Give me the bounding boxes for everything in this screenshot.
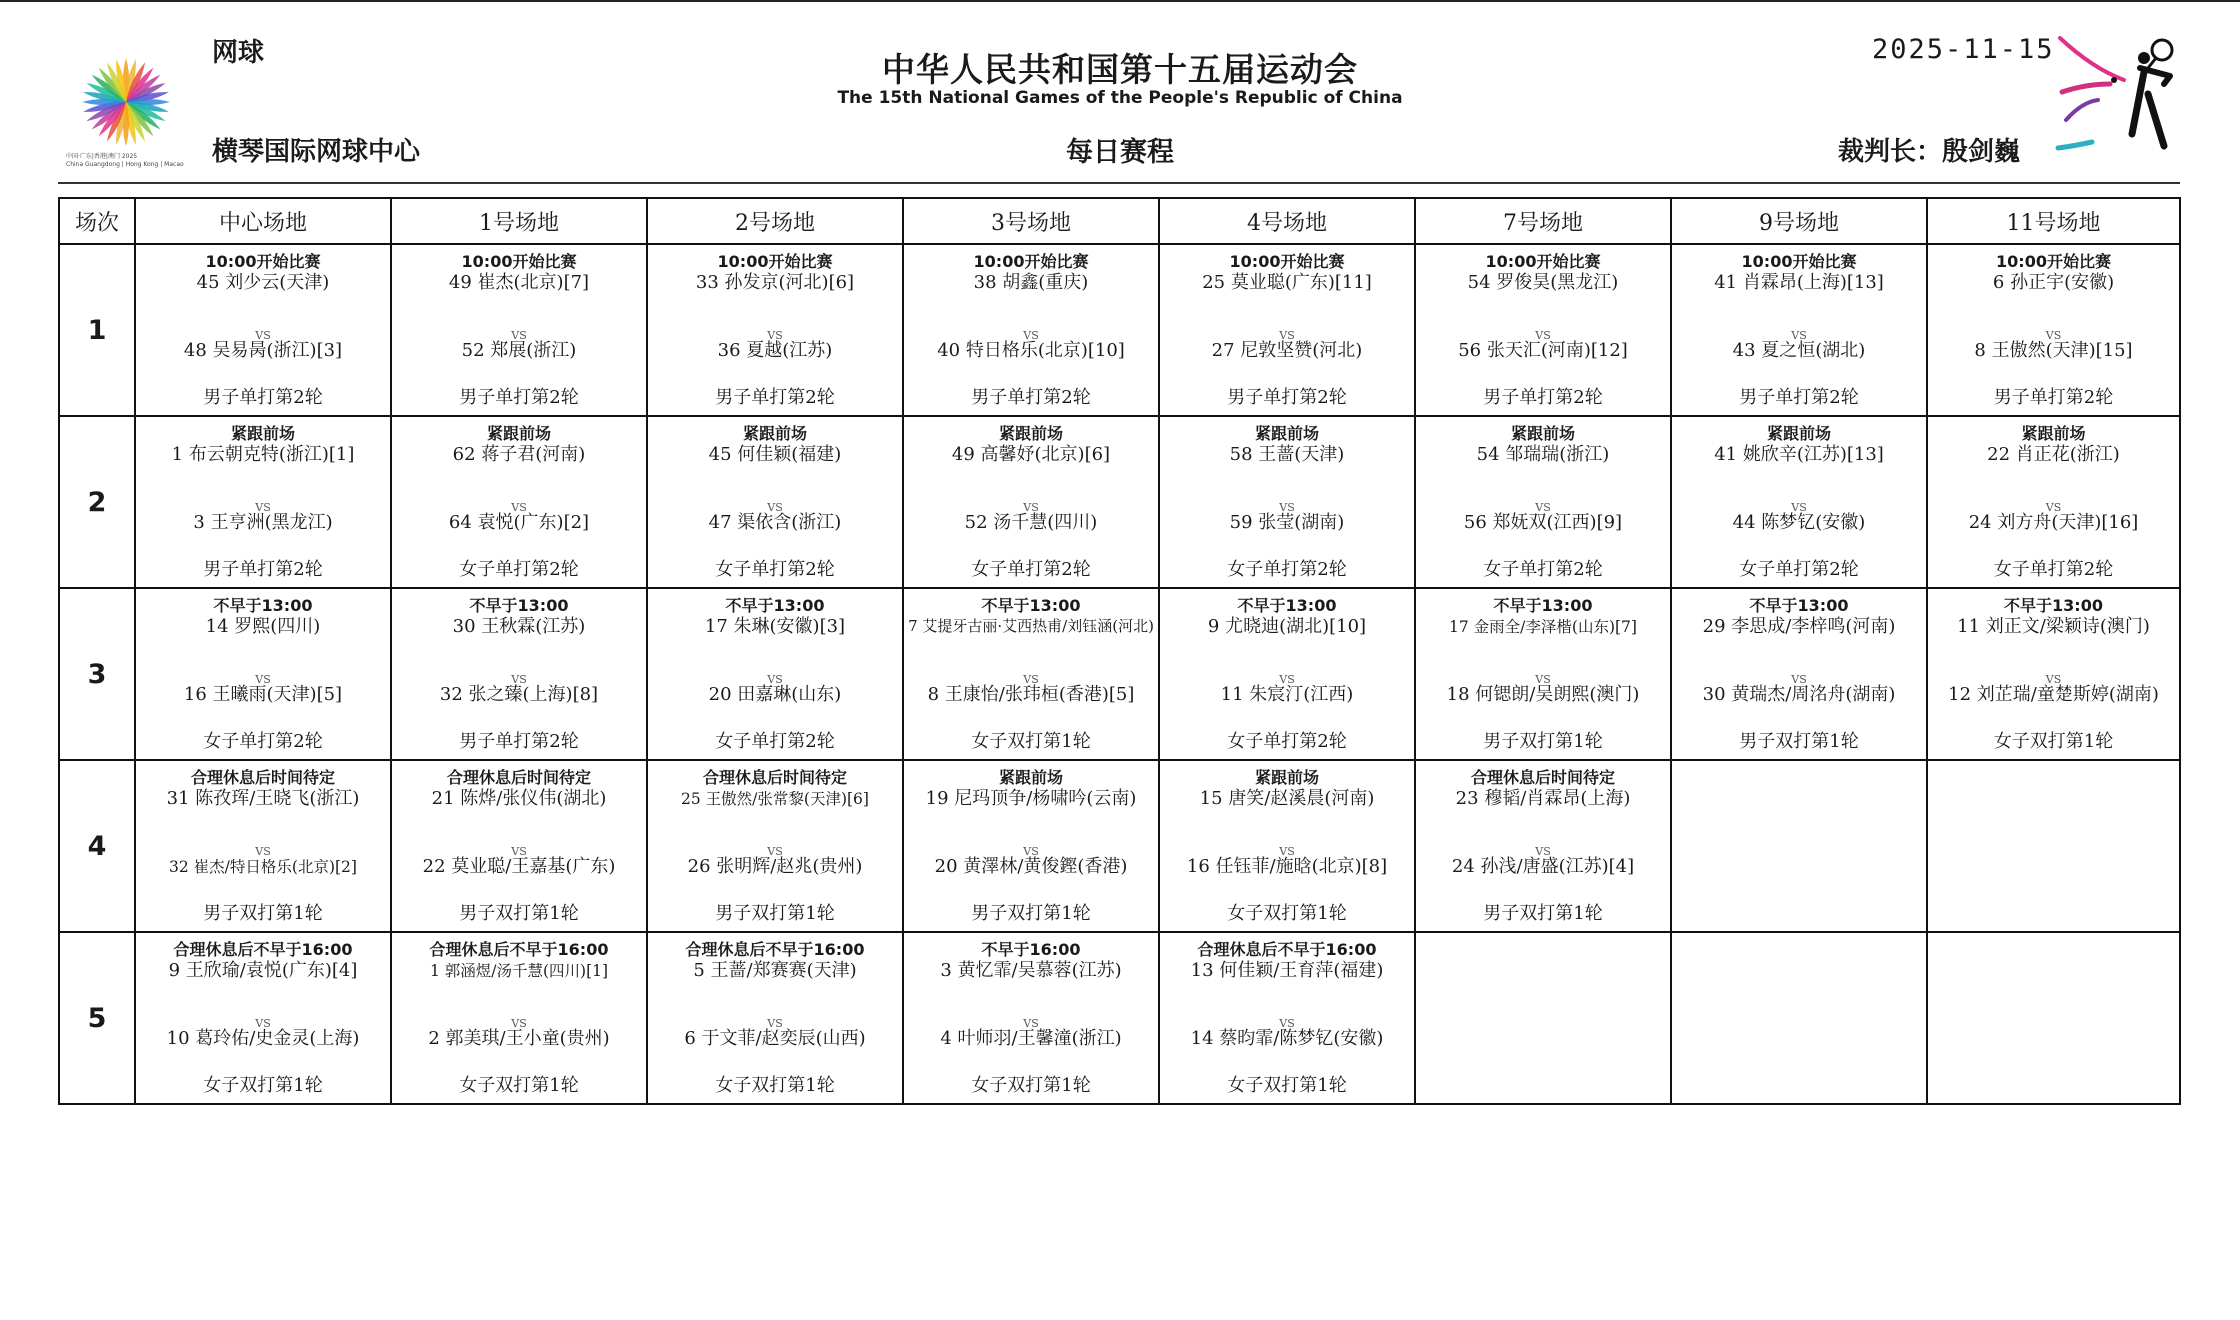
match-cell <box>1415 760 1671 932</box>
vs-label: VS <box>255 1017 271 1030</box>
event-name: 男子单打第2轮 <box>203 387 323 408</box>
player-two: 40 特日格乐(北京)[10] <box>937 340 1125 361</box>
match-card <box>1928 245 2179 415</box>
round-row <box>59 588 2180 760</box>
match-cell <box>903 760 1159 932</box>
player-two: 14 蔡昀霏/陈梦钇(安徽) <box>1190 1028 1384 1049</box>
player-two: 2 郭美琪/王小童(贵州) <box>428 1028 610 1049</box>
player-two: 16 王曦雨(天津)[5] <box>183 684 343 705</box>
player-one: 17 金雨全/李泽楷(山东)[7] <box>1449 618 1637 636</box>
vs-label: VS <box>1279 1017 1295 1030</box>
empty-cell <box>1671 760 1927 932</box>
player-two: 8 王康怡/张玮桓(香港)[5] <box>927 684 1135 705</box>
player-two: 11 朱宸汀(江西) <box>1220 684 1354 705</box>
player-two: 22 莫业聪/王嘉基(广东) <box>422 856 616 877</box>
player-one: 41 肖霖昂(上海)[13] <box>1714 272 1884 293</box>
player-one: 3 黄忆霏/吴慕蓉(江苏) <box>940 960 1122 981</box>
player-two: 20 田嘉琳(山东) <box>708 684 842 705</box>
player-two: 27 尼敦坚赞(河北) <box>1211 340 1363 361</box>
match-cell <box>135 932 391 1104</box>
vs-label: VS <box>767 329 783 342</box>
col-header-court: 1号场地 <box>391 198 647 244</box>
player-one: 30 王秋霖(江苏) <box>452 616 586 637</box>
empty-cell <box>1927 932 2180 1104</box>
event-name: 女子单打第2轮 <box>459 559 579 580</box>
match-start-time: 合理休息后时间待定 <box>1470 768 1615 787</box>
player-two: 64 袁悦(广东)[2] <box>448 512 590 533</box>
match-cell <box>1159 932 1415 1104</box>
event-name: 女子双打第1轮 <box>971 1075 1091 1096</box>
match-card <box>648 589 902 759</box>
event-name: 男子双打第1轮 <box>459 903 579 924</box>
event-name: 女子单打第2轮 <box>1227 559 1347 580</box>
match-card <box>1928 589 2179 759</box>
match-start-time: 合理休息后不早于16:00 <box>685 940 865 959</box>
col-header-court: 3号场地 <box>903 198 1159 244</box>
player-two: 26 张明辉/赵兆(贵州) <box>687 856 863 877</box>
match-card <box>1928 417 2179 587</box>
event-name: 女子单打第2轮 <box>715 731 835 752</box>
match-card <box>904 761 1158 931</box>
match-cell <box>1159 416 1415 588</box>
player-one: 7 艾提牙古丽·艾西热甫/刘钰涵(河北) <box>908 617 1154 635</box>
event-name: 男子双打第1轮 <box>1739 731 1859 752</box>
player-one: 45 何佳颖(福建) <box>708 444 842 465</box>
match-card <box>1416 245 1670 415</box>
round-number: 1 <box>59 244 135 416</box>
col-header-court: 4号场地 <box>1159 198 1415 244</box>
match-card <box>1672 761 1926 931</box>
player-one: 45 刘少云(天津) <box>196 272 330 293</box>
match-card <box>136 933 390 1103</box>
player-one: 49 高馨妤(北京)[6] <box>951 444 1111 465</box>
player-one: 9 王欣瑜/袁悦(广东)[4] <box>168 960 358 981</box>
match-start-time: 不早于13:00 <box>981 596 1081 615</box>
col-header-court: 11号场地 <box>1927 198 2180 244</box>
match-start-time: 合理休息后时间待定 <box>702 768 847 787</box>
match-cell <box>135 760 391 932</box>
sport-name: 网球 <box>212 38 265 68</box>
round-number: 4 <box>59 760 135 932</box>
event-title-cn: 中华人民共和国第十五届运动会 <box>882 50 1358 89</box>
event-name: 女子单打第2轮 <box>715 559 835 580</box>
match-cell <box>647 244 903 416</box>
match-start-time: 紧跟前场 <box>742 424 807 443</box>
match-card <box>1928 933 2179 1103</box>
match-start-time: 紧跟前场 <box>998 424 1063 443</box>
player-one: 38 胡鑫(重庆) <box>973 272 1089 293</box>
vs-label: VS <box>1023 1017 1039 1030</box>
col-header-court: 中心场地 <box>135 198 391 244</box>
match-start-time: 10:00开始比赛 <box>1741 252 1857 271</box>
match-start-time: 10:00开始比赛 <box>1229 252 1345 271</box>
player-one: 11 刘正文/梁颖诗(澳门) <box>1957 616 2150 637</box>
empty-cell <box>1671 932 1927 1104</box>
venue-name: 横琴国际网球中心 <box>212 137 421 167</box>
vs-label: VS <box>1279 845 1295 858</box>
event-name: 女子单打第2轮 <box>1483 559 1603 580</box>
player-one: 15 唐笑/赵溪晨(河南) <box>1199 788 1375 809</box>
match-start-time: 紧跟前场 <box>2021 424 2086 443</box>
match-card <box>904 933 1158 1103</box>
match-cell <box>1415 244 1671 416</box>
player-one: 14 罗熙(四川) <box>205 616 321 637</box>
match-cell <box>1671 416 1927 588</box>
header-row <box>59 198 2180 244</box>
match-cell <box>391 416 647 588</box>
player-two: 52 郑展(浙江) <box>461 340 577 361</box>
match-start-time: 合理休息后不早于16:00 <box>173 940 353 959</box>
match-cell <box>903 416 1159 588</box>
player-two: 48 吴易昺(浙江)[3] <box>183 340 343 361</box>
vs-label: VS <box>511 501 527 514</box>
event-name: 女子双打第1轮 <box>1227 903 1347 924</box>
referee-name: 裁判长：殷剑巍 <box>1838 137 2021 167</box>
player-one: 19 尼玛顶争/杨啸吟(云南) <box>925 788 1137 809</box>
event-name: 女子单打第2轮 <box>203 731 323 752</box>
player-one: 1 布云朝克特(浙江)[1] <box>171 444 355 465</box>
vs-label: VS <box>767 845 783 858</box>
match-card <box>904 589 1158 759</box>
event-name: 女子单打第2轮 <box>1993 559 2114 580</box>
event-name: 男子单打第2轮 <box>1739 387 1859 408</box>
match-cell <box>903 588 1159 760</box>
vs-label: VS <box>511 673 527 686</box>
match-start-time: 10:00开始比赛 <box>461 252 577 271</box>
schedule-title: 每日赛程 <box>1066 137 1174 168</box>
match-cell <box>1415 588 1671 760</box>
match-start-time: 合理休息后时间待定 <box>190 768 335 787</box>
vs-label: VS <box>511 1017 527 1030</box>
vs-label: VS <box>255 501 271 514</box>
event-name: 女子双打第1轮 <box>715 1075 835 1096</box>
event-name: 男子单打第2轮 <box>1483 387 1603 408</box>
match-card <box>1160 589 1414 759</box>
col-header-court: 7号场地 <box>1415 198 1671 244</box>
player-one: 1 郭涵煜/汤千慧(四川)[1] <box>429 962 609 980</box>
vs-label: VS <box>767 1017 783 1030</box>
player-one: 62 蒋子君(河南) <box>452 444 586 465</box>
vs-label: VS <box>1535 501 1551 514</box>
vs-label: VS <box>2045 673 2062 686</box>
player-two: 32 崔杰/特日格乐(北京)[2] <box>169 858 357 876</box>
match-start-time: 不早于13:00 <box>725 596 825 615</box>
match-start-time: 不早于13:00 <box>213 596 313 615</box>
vs-label: VS <box>1535 673 1551 686</box>
player-two: 18 何锶朗/吴朗熙(澳门) <box>1446 684 1640 705</box>
vs-label: VS <box>767 673 783 686</box>
player-two: 3 王亨洲(黑龙江) <box>193 512 333 533</box>
player-two: 59 张莹(湖南) <box>1229 512 1345 533</box>
vs-label: VS <box>1279 673 1295 686</box>
player-two: 16 任钰菲/施晗(北京)[8] <box>1186 856 1388 877</box>
event-name: 男子单打第2轮 <box>715 387 835 408</box>
match-start-time: 紧跟前场 <box>1766 424 1831 443</box>
match-start-time: 不早于13:00 <box>1749 596 1849 615</box>
player-one: 54 邹瑞瑞(浙江) <box>1476 444 1610 465</box>
match-cell <box>647 932 903 1104</box>
match-card <box>392 761 646 931</box>
empty-cell <box>1927 760 2180 932</box>
player-one: 33 孙发京(河北)[6] <box>695 272 855 293</box>
player-two: 4 叶师羽/王馨潼(浙江) <box>940 1028 1122 1049</box>
vs-label: VS <box>255 845 271 858</box>
match-cell <box>903 932 1159 1104</box>
match-card <box>1416 933 1670 1103</box>
match-start-time: 不早于13:00 <box>469 596 569 615</box>
match-cell <box>1927 244 2180 416</box>
match-card <box>1416 417 1670 587</box>
match-card <box>1672 245 1926 415</box>
vs-label: VS <box>2045 329 2062 342</box>
match-card <box>648 417 902 587</box>
event-name: 女子单打第2轮 <box>1227 731 1347 752</box>
match-start-time: 紧跟前场 <box>998 768 1063 787</box>
vs-label: VS <box>1791 673 1807 686</box>
round-row <box>59 244 2180 416</box>
player-one: 25 王傲然/张常黎(天津)[6] <box>681 790 869 808</box>
event-name: 女子双打第1轮 <box>203 1075 323 1096</box>
round-row <box>59 932 2180 1104</box>
match-card <box>136 417 390 587</box>
match-card <box>1672 933 1926 1103</box>
player-one: 41 姚欣辛(江苏)[13] <box>1714 444 1884 465</box>
logo-caption-en: China Guangdong | Hong Kong | Macao <box>66 161 184 168</box>
match-start-time: 合理休息后不早于16:00 <box>429 940 609 959</box>
round-row <box>59 760 2180 932</box>
event-name: 男子双打第1轮 <box>1483 903 1603 924</box>
player-two: 56 张天汇(河南)[12] <box>1458 340 1628 361</box>
empty-cell <box>1415 932 1671 1104</box>
schedule-table <box>58 197 2181 1105</box>
vs-label: VS <box>511 845 527 858</box>
match-cell <box>903 244 1159 416</box>
match-cell <box>1159 588 1415 760</box>
event-name: 女子单打第2轮 <box>1739 559 1859 580</box>
round-number: 2 <box>59 416 135 588</box>
event-name: 男子单打第2轮 <box>1227 387 1347 408</box>
event-name: 女子双打第1轮 <box>1227 1075 1347 1096</box>
match-card <box>1416 589 1670 759</box>
match-cell <box>135 588 391 760</box>
match-cell <box>1671 244 1927 416</box>
match-start-time: 合理休息后时间待定 <box>446 768 591 787</box>
player-one: 13 何佳颖/王育萍(福建) <box>1190 960 1384 981</box>
match-card <box>392 589 646 759</box>
match-start-time: 紧跟前场 <box>486 424 551 443</box>
match-card <box>904 417 1158 587</box>
vs-label: VS <box>255 673 271 686</box>
round-number: 3 <box>59 588 135 760</box>
player-two: 43 夏之恒(湖北) <box>1732 340 1866 361</box>
match-cell <box>135 416 391 588</box>
match-card <box>392 417 646 587</box>
match-card <box>1160 245 1414 415</box>
event-name: 男子单打第2轮 <box>1993 387 2114 408</box>
match-card <box>136 589 390 759</box>
match-start-time: 10:00开始比赛 <box>973 252 1089 271</box>
match-start-time: 不早于13:00 <box>2004 596 2103 615</box>
match-cell <box>391 932 647 1104</box>
event-name: 女子双打第1轮 <box>971 731 1091 752</box>
vs-label: VS <box>2045 501 2062 514</box>
match-start-time: 不早于13:00 <box>1493 596 1593 615</box>
event-name: 男子双打第1轮 <box>971 903 1091 924</box>
match-card <box>648 245 902 415</box>
match-card <box>1160 417 1414 587</box>
player-two: 24 孙浅/唐盛(江苏)[4] <box>1451 856 1635 877</box>
event-name: 女子单打第2轮 <box>971 559 1091 580</box>
player-two: 30 黄瑞杰/周洺舟(湖南) <box>1702 684 1896 705</box>
vs-label: VS <box>1791 501 1807 514</box>
player-one: 58 王蔷(天津) <box>1229 444 1345 465</box>
vs-label: VS <box>1023 673 1039 686</box>
player-two: 8 王傲然(天津)[15] <box>1974 340 2133 361</box>
match-card <box>648 933 902 1103</box>
player-one: 5 王蔷/郑赛赛(天津) <box>693 960 857 981</box>
match-cell <box>647 588 903 760</box>
match-card <box>1416 761 1670 931</box>
schedule-date: 2025-11-15 <box>1872 34 2055 65</box>
match-card <box>392 245 646 415</box>
match-start-time: 紧跟前场 <box>1254 424 1319 443</box>
player-two: 6 于文菲/赵奕辰(山西) <box>684 1028 866 1049</box>
event-name: 男子单打第2轮 <box>459 731 579 752</box>
event-name: 男子双打第1轮 <box>203 903 323 924</box>
vs-label: VS <box>1279 501 1295 514</box>
vs-label: VS <box>255 329 271 342</box>
match-cell <box>1159 760 1415 932</box>
match-cell <box>1927 588 2180 760</box>
logo-caption-cn: 中国·广东|香港|澳门 2025 <box>66 153 138 160</box>
match-start-time: 10:00开始比赛 <box>1485 252 1601 271</box>
event-title-en: The 15th National Games of the People's Republic of China <box>837 88 1403 108</box>
match-card <box>1928 761 2179 931</box>
player-two: 44 陈梦钇(安徽) <box>1732 512 1866 533</box>
match-start-time: 10:00开始比赛 <box>717 252 833 271</box>
match-card <box>136 761 390 931</box>
match-card <box>392 933 646 1103</box>
player-one: 49 崔杰(北京)[7] <box>448 272 590 293</box>
player-one: 25 莫业聪(广东)[11] <box>1202 272 1372 293</box>
player-two: 12 刘芷瑞/童楚斯婷(湖南) <box>1948 684 2159 705</box>
player-one: 22 肖正花(浙江) <box>1987 444 2120 465</box>
player-two: 10 葛玲佑/史金灵(上海) <box>166 1028 360 1049</box>
match-start-time: 紧跟前场 <box>230 424 295 443</box>
match-cell <box>1927 416 2180 588</box>
match-cell <box>391 760 647 932</box>
vs-label: VS <box>1791 329 1807 342</box>
event-name: 男子双打第1轮 <box>715 903 835 924</box>
match-start-time: 紧跟前场 <box>1510 424 1575 443</box>
player-two: 24 刘方舟(天津)[16] <box>1968 512 2139 533</box>
match-card <box>1672 589 1926 759</box>
top-border <box>0 0 2240 2</box>
player-one: 21 陈烨/张仪伟(湖北) <box>431 788 607 809</box>
match-card <box>136 245 390 415</box>
vs-label: VS <box>767 501 783 514</box>
player-one: 31 陈孜珲/王晓飞(浙江) <box>166 788 360 809</box>
match-card <box>904 245 1158 415</box>
player-one: 54 罗俊昊(黑龙江) <box>1467 272 1619 293</box>
event-name: 男子双打第1轮 <box>1483 731 1603 752</box>
match-card <box>1160 761 1414 931</box>
player-two: 20 黄澤林/黄俊鏗(香港) <box>934 856 1128 877</box>
match-start-time: 不早于16:00 <box>981 940 1081 959</box>
match-card <box>1672 417 1926 587</box>
match-start-time: 不早于13:00 <box>1237 596 1337 615</box>
schedule-body <box>59 244 2180 1104</box>
vs-label: VS <box>1535 329 1551 342</box>
vs-label: VS <box>1023 329 1039 342</box>
player-two: 56 郑妩双(江西)[9] <box>1463 512 1623 533</box>
match-start-time: 紧跟前场 <box>1254 768 1319 787</box>
player-one: 23 穆韬/肖霖昂(上海) <box>1455 788 1631 809</box>
vs-label: VS <box>511 329 527 342</box>
vs-label: VS <box>1279 329 1295 342</box>
event-name: 男子单打第2轮 <box>971 387 1091 408</box>
match-cell <box>135 244 391 416</box>
player-two: 32 张之臻(上海)[8] <box>439 684 599 705</box>
match-card <box>1160 933 1414 1103</box>
round-row <box>59 416 2180 588</box>
event-name: 女子双打第1轮 <box>459 1075 579 1096</box>
match-cell <box>391 244 647 416</box>
col-header-court: 2号场地 <box>647 198 903 244</box>
match-card <box>648 761 902 931</box>
match-cell <box>391 588 647 760</box>
player-two: 47 渠依含(浙江) <box>708 512 842 533</box>
round-number: 5 <box>59 932 135 1104</box>
player-two: 52 汤千慧(四川) <box>964 512 1098 533</box>
vs-label: VS <box>1023 845 1039 858</box>
match-cell <box>647 416 903 588</box>
match-start-time: 合理休息后不早于16:00 <box>1197 940 1377 959</box>
player-one: 17 朱琳(安徽)[3] <box>704 616 846 637</box>
player-one: 9 尤晓迪(湖北)[10] <box>1207 616 1367 637</box>
player-one: 29 李思成/李梓鸣(河南) <box>1702 616 1896 637</box>
match-cell <box>1159 244 1415 416</box>
match-start-time: 10:00开始比赛 <box>205 252 321 271</box>
match-start-time: 10:00开始比赛 <box>1996 252 2111 271</box>
match-cell <box>1415 416 1671 588</box>
col-header-court: 9号场地 <box>1671 198 1927 244</box>
player-one: 6 孙正宇(安徽) <box>1992 272 2115 293</box>
event-name: 男子单打第2轮 <box>459 387 579 408</box>
header-divider <box>58 182 2180 184</box>
player-two: 36 夏越(江苏) <box>717 340 833 361</box>
tennis-pictogram-icon <box>2052 28 2182 170</box>
match-cell <box>647 760 903 932</box>
match-cell <box>1671 588 1927 760</box>
event-name: 男子单打第2轮 <box>203 559 323 580</box>
col-header-round: 场次 <box>59 198 135 244</box>
vs-label: VS <box>1023 501 1039 514</box>
vs-label: VS <box>1535 845 1551 858</box>
event-name: 女子双打第1轮 <box>1993 731 2114 752</box>
